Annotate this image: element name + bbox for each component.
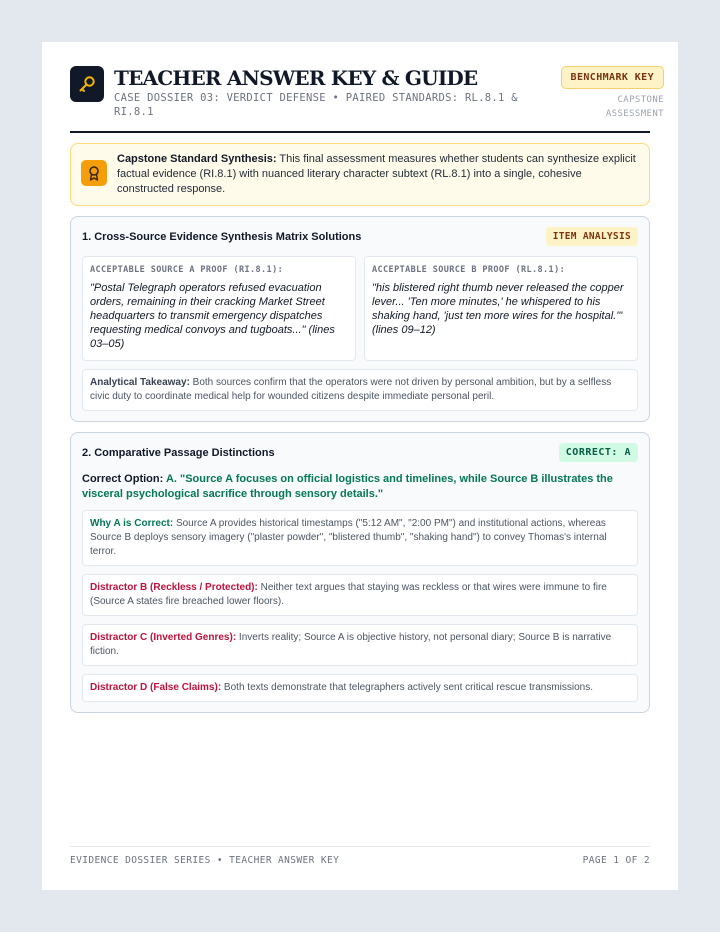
caption-line-2: ASSESSMENT: [605, 109, 664, 119]
section-1-title: 1. Cross-Source Evidence Synthesis Matrix Solutions: [82, 230, 362, 243]
correct-option: [82, 472, 638, 502]
source-b-label: ACCEPTABLE SOURCE B PROOF (RL.8.1):: [372, 265, 566, 275]
footer-series: EVIDENCE DOSSIER SERIES • TEACHER ANSWER KEY: [70, 855, 340, 866]
caption-line-1: CAPSTONE: [617, 95, 664, 105]
key-icon: [70, 66, 104, 102]
why-correct-card: [82, 510, 638, 566]
distractor-b-card: [82, 574, 638, 616]
distractor-b-label: Distractor B (Reckless / Protected):: [90, 582, 258, 593]
section-2-title: 2. Comparative Passage Distinctions: [82, 446, 275, 459]
distractor-d-label: Distractor D (False Claims):: [90, 682, 222, 693]
distractor-c-label: Distractor C (Inverted Genres):: [90, 632, 237, 643]
distractor-b-text: Neither text argues that staying was reckless or that wires were immune to fire (Source A states fire breached lower floors).: [90, 582, 607, 607]
distractor-d-card: [82, 674, 638, 702]
award-icon: [81, 160, 107, 186]
why-correct-text: Source A provides historical timestamps ("5:12 AM", "2:00 PM") and institutional actions, whereas Source B deploys sensory imagery ("plaster powder", "blistered thumb", "shaking hand") to convey Thomas's internal terror.: [90, 518, 607, 557]
synthesis-body: This final assessment measures whether students can synthesize explicit factual evidence (RI.8.1) with nuanced literary character subtext (RL.8.1) into a single, cohesive constructed response.: [117, 153, 636, 195]
item-analysis-tag: ITEM ANALYSIS: [546, 227, 638, 246]
section-passage-distinctions: [70, 432, 650, 713]
distractor-d-text: Both texts demonstrate that telegraphers actively sent critical rescue transmissions.: [221, 682, 593, 693]
source-a-label: ACCEPTABLE SOURCE A PROOF (RI.8.1):: [90, 265, 284, 275]
answer-key-page: [42, 42, 678, 890]
page-title: TEACHER ANSWER KEY & GUIDE: [114, 66, 478, 90]
header-divider: [70, 131, 650, 133]
section-evidence-matrix: [70, 216, 650, 422]
synthesis-callout: [70, 143, 650, 206]
distractor-c-card: [82, 624, 638, 666]
capstone-caption: [554, 93, 664, 121]
takeaway-label: Analytical Takeaway:: [90, 377, 190, 388]
source-b-quote: "his blistered right thumb never released the copper lever... 'Ten more minutes,' he whispered to his shaking hand, 'just ten more wires for the hospital.'" (lines 09–12): [372, 282, 624, 336]
page-number: PAGE 1 OF 2: [582, 855, 650, 866]
why-correct-label: Why A is Correct:: [90, 518, 174, 529]
source-a-quote: "Postal Telegraph operators refused evacuation orders, remaining in their cracking Market Street headquarters to transmit emergency dispatches requesting medical convoys and tugboats..." (lines 03–05): [90, 282, 335, 350]
page-footer: [70, 846, 650, 866]
page-subtitle: CASE DOSSIER 03: VERDICT DEFENSE • PAIRED STANDARDS: RL.8.1 & RI.8.1: [114, 92, 518, 118]
correct-answer-tag: CORRECT: A: [559, 443, 638, 462]
source-a-proof-card: [82, 256, 356, 361]
takeaway-text: Both sources confirm that the operators were not driven by personal ambition, but by a selfless civic duty to coordinate medical help for wounded citizens despite immediate personal peril.: [90, 377, 612, 402]
synthesis-label: Capstone Standard Synthesis:: [117, 153, 277, 165]
source-b-proof-card: [364, 256, 638, 361]
distractor-c-text: Inverts reality; Source A is objective history, not personal diary; Source B is narrative fiction.: [90, 632, 612, 657]
correct-option-answer: A. "Source A focuses on official logistics and timelines, while Source B illustrates the visceral psychological sacrifice through sensory details.": [82, 473, 613, 500]
page-header: [70, 66, 664, 121]
synthesis-text: [117, 152, 637, 197]
benchmark-badge: BENCHMARK KEY: [561, 66, 664, 89]
analytical-takeaway: [82, 369, 638, 411]
correct-option-label: Correct Option:: [82, 473, 166, 485]
